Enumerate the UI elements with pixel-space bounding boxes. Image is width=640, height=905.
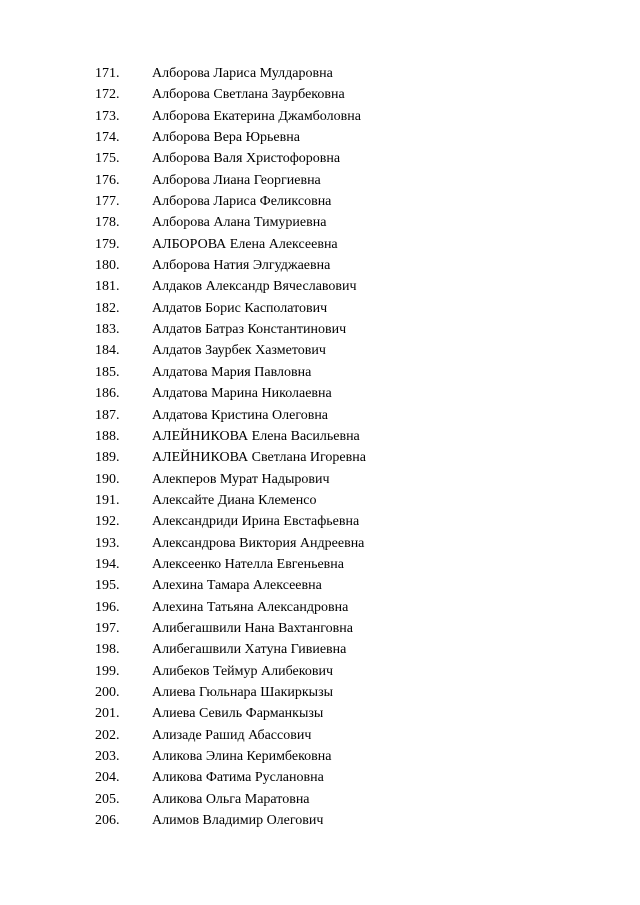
- entry-number: 198.: [95, 642, 120, 658]
- entry-number: 195.: [95, 578, 120, 594]
- entry-number: 200.: [95, 684, 120, 700]
- entry-number: 180.: [95, 258, 120, 274]
- entry-number: 184.: [95, 343, 120, 359]
- entry-name: Алдатов Батраз Константинович: [152, 322, 347, 338]
- entry-number: 173.: [95, 108, 120, 124]
- entry-number: 204.: [95, 770, 120, 786]
- entry-number: 191.: [95, 492, 120, 508]
- list-item: [95, 191, 366, 212]
- entry-number: 201.: [95, 706, 120, 722]
- list-item: [95, 725, 366, 746]
- list-item: [95, 127, 366, 148]
- entry-name: Александриди Ирина Евстафьевна: [152, 514, 360, 530]
- entry-name: Алдаков Александр Вячеславович: [152, 279, 357, 295]
- entry-number: 186.: [95, 386, 120, 402]
- entry-number: 189.: [95, 450, 120, 466]
- entry-name: Алибеков Теймур Алибекович: [152, 663, 334, 679]
- list-item: [95, 597, 366, 618]
- entry-name: Алборова Екатерина Джамболовна: [152, 108, 361, 124]
- list-item: [95, 340, 366, 361]
- entry-name: Алексайте Диана Клеменсо: [152, 492, 317, 508]
- list-item: [95, 319, 366, 340]
- list-item: [95, 575, 366, 596]
- list-item: [95, 554, 366, 575]
- list-item: [95, 661, 366, 682]
- entry-number: 199.: [95, 663, 120, 679]
- entry-number: 175.: [95, 151, 120, 167]
- entry-number: 174.: [95, 130, 120, 146]
- entry-number: 181.: [95, 279, 120, 295]
- entry-name: Алдатова Кристина Олеговна: [152, 407, 329, 423]
- entry-number: 172.: [95, 87, 120, 103]
- entry-name: Алдатов Борис Касполатович: [152, 300, 328, 316]
- entry-name: Алдатова Марина Николаевна: [152, 386, 332, 402]
- list-item: [95, 810, 366, 831]
- entry-number: 202.: [95, 727, 120, 743]
- entry-number: 176.: [95, 172, 120, 188]
- entry-name: Алекперов Мурат Надырович: [152, 471, 330, 487]
- entry-name: Алдатова Мария Павловна: [152, 364, 312, 380]
- entry-name: Аликова Фатима Руслановна: [152, 770, 324, 786]
- entry-name: АЛБОРОВА Елена Алексеевна: [152, 236, 338, 252]
- entry-name: Ализаде Рашид Абассович: [152, 727, 312, 743]
- entry-number: 192.: [95, 514, 120, 530]
- entry-name: АЛЕЙНИКОВА Светлана Игоревна: [152, 450, 366, 466]
- entry-name: Алехина Татьяна Александровна: [152, 599, 349, 615]
- entry-number: 177.: [95, 194, 120, 210]
- entry-number: 190.: [95, 471, 120, 487]
- list-item: [95, 511, 366, 532]
- entry-name: Александрова Виктория Андреевна: [152, 535, 365, 551]
- list-item: [95, 362, 366, 383]
- list-item: [95, 746, 366, 767]
- list-item: [95, 63, 366, 84]
- entry-name: Алдатов Заурбек Хазметович: [152, 343, 326, 359]
- list-item: [95, 84, 366, 105]
- list-item: [95, 298, 366, 319]
- list-item: [95, 405, 366, 426]
- name-list: [95, 63, 366, 831]
- entry-name: Аликова Элина Керимбековна: [152, 749, 332, 764]
- list-item: [95, 383, 366, 404]
- entry-name: Алборова Лариса Феликсовна: [152, 194, 332, 210]
- list-item: [95, 447, 366, 468]
- entry-name: Алибегашвили Нана Вахтанговна: [152, 620, 353, 636]
- entry-number: 185.: [95, 364, 120, 380]
- entry-name: Алборова Вера Юрьевна: [152, 130, 300, 146]
- list-item: [95, 767, 366, 788]
- entry-name: АЛЕЙНИКОВА Елена Васильевна: [152, 428, 360, 444]
- entry-number: 206.: [95, 813, 120, 829]
- entry-name: Алборова Лариса Мулдаровна: [152, 66, 333, 81]
- entry-number: 187.: [95, 407, 120, 423]
- entry-number: 197.: [95, 620, 120, 636]
- entry-number: 182.: [95, 300, 120, 316]
- entry-name: Алборова Валя Христофоровна: [152, 151, 341, 167]
- entry-name: Алиева Гюльнара Шакиркызы: [152, 684, 334, 700]
- list-item: [95, 255, 366, 276]
- entry-name: Алборова Светлана Заурбековна: [152, 87, 345, 103]
- entry-number: 179.: [95, 236, 120, 252]
- entry-number: 171.: [95, 66, 120, 81]
- list-item: [95, 469, 366, 490]
- list-item: [95, 106, 366, 127]
- list-item: [95, 490, 366, 511]
- entry-number: 188.: [95, 428, 120, 444]
- entry-number: 183.: [95, 322, 120, 338]
- list-item: [95, 533, 366, 554]
- entry-name: Аликова Ольга Маратовна: [152, 791, 310, 807]
- list-item: [95, 170, 366, 191]
- list-item: [95, 276, 366, 297]
- list-item: [95, 703, 366, 724]
- list-item: [95, 639, 366, 660]
- entry-name: Алборова Алана Тимуриевна: [152, 215, 327, 231]
- entry-number: 178.: [95, 215, 120, 231]
- entry-number: 205.: [95, 791, 120, 807]
- entry-name: Алиева Севиль Фарманкызы: [152, 706, 324, 722]
- entry-number: 203.: [95, 749, 120, 764]
- entry-number: 196.: [95, 599, 120, 615]
- entry-name: Алибегашвили Хатуна Гивиевна: [152, 642, 347, 658]
- list-item: [95, 148, 366, 169]
- list-item: [95, 212, 366, 233]
- entry-name: Алборова Натия Элгуджаевна: [152, 258, 331, 274]
- list-item: [95, 789, 366, 810]
- entry-name: Алехина Тамара Алексеевна: [152, 578, 322, 594]
- list-item: [95, 234, 366, 255]
- list-item: [95, 682, 366, 703]
- list-item: [95, 426, 366, 447]
- entry-number: 194.: [95, 556, 120, 572]
- entry-number: 193.: [95, 535, 120, 551]
- entry-name: Алборова Лиана Георгиевна: [152, 172, 321, 188]
- list-item: [95, 618, 366, 639]
- entry-name: Алексеенко Нателла Евгеньевна: [152, 556, 344, 572]
- entry-name: Алимов Владимир Олегович: [152, 813, 324, 829]
